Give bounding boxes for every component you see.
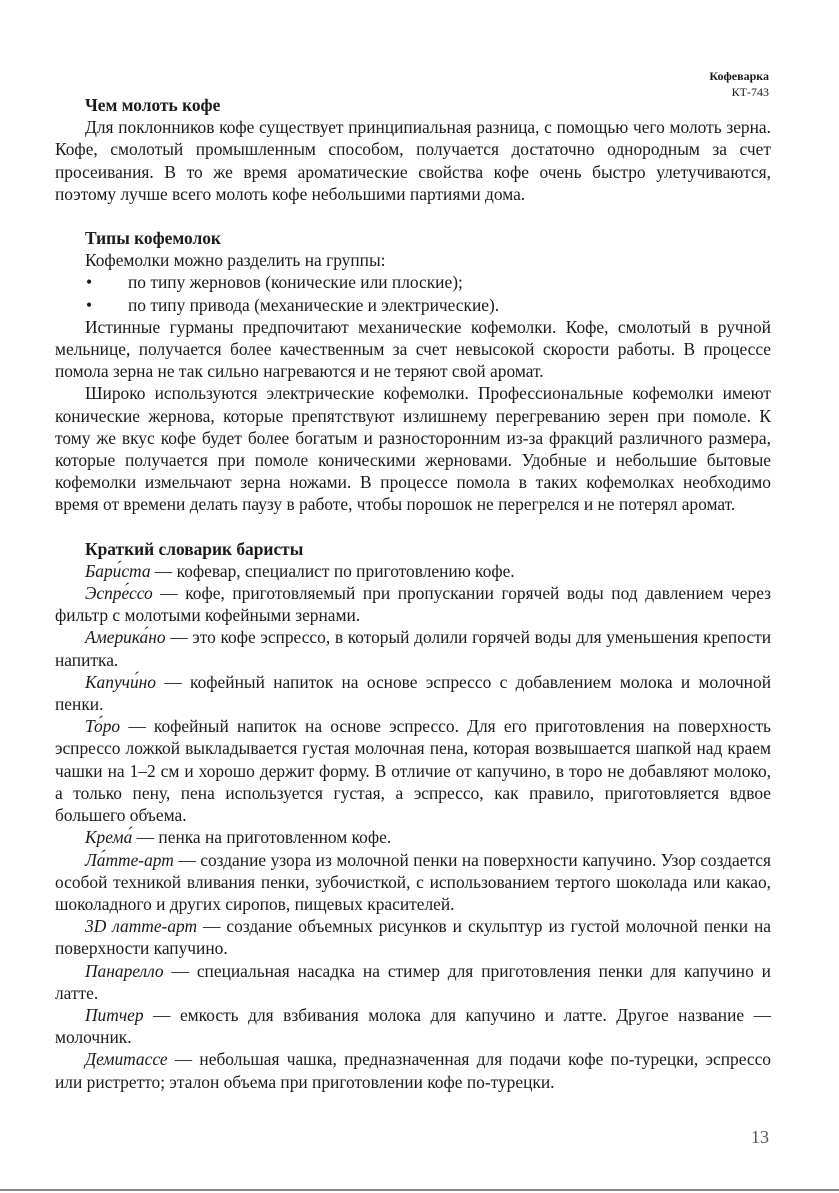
glossary-definition: — кофевар, специалист по приготовлению кофе.: [150, 560, 515, 581]
glossary-term: Демитассе: [85, 1049, 168, 1070]
glossary-entry: [55, 715, 771, 826]
glossary-term: Питчер: [85, 1004, 144, 1025]
page-content: [55, 94, 771, 1093]
glossary-term: То́ро: [85, 716, 121, 737]
glossary-entry: [55, 849, 771, 916]
section-title-grinder-types: Типы кофемолок: [85, 228, 221, 249]
header-brand: Кофеварка: [709, 69, 769, 83]
glossary-definition: — кофейный напиток на основе эспрессо с добавлением молока и молочной пенки.: [55, 671, 771, 715]
glossary-definition: — кофе, приготовляемый при пропускании горячей воды под давлением через фильтр с молотыми кофейными зернами.: [55, 583, 771, 626]
glossary-entry: [55, 671, 771, 715]
section-title-grinding: Чем молоть кофе: [85, 95, 221, 115]
glossary-definition: — пенка на приготовленном кофе.: [132, 827, 392, 848]
glossary-term: Панарелло: [85, 960, 164, 981]
glossary-term: Бари́ста: [85, 560, 151, 581]
glossary-definition: — создание объемных рисунков и скульптур из густой молочной пенки на поверхности капучино.: [55, 916, 771, 959]
glossary-definition: — небольшая чашка, предназначенная для подачи кофе по-турецки, эспрессо или ристретто; эталон объема при приготовлении кофе по-турецки.: [55, 1049, 771, 1092]
grinder-types-list: [55, 271, 771, 315]
glossary-entry: [55, 560, 771, 582]
paragraph-grinding: Для поклонников кофе существует принципиальная разница, с помощью чего молоть зерна. Кофе, смолотый промышленным способом, получается достаточно однородным за счет просеивания. В то же время ароматические свойства кофе очень быстро улетучиваются, поэтому лучше всего молоть кофе небольшими партиями дома.: [55, 117, 771, 204]
glossary-entry: [55, 960, 771, 1004]
glossary-term: Капучи́но: [85, 671, 156, 692]
glossary-definition: — специальная насадка на стимер для приготовления пенки для капучино и латте.: [55, 960, 771, 1003]
header-model: КТ-743: [731, 85, 769, 99]
glossary-entry: [55, 826, 771, 848]
section-title-glossary: Краткий словарик баристы: [85, 538, 304, 559]
glossary-entry: [55, 915, 771, 959]
list-item: • по типу жерновов (конические или плоские);: [55, 271, 771, 293]
glossary-term: 3D латте-арт: [85, 916, 198, 937]
glossary-definition: — емкость для взбивания молока для капучино и латте. Другое название — молочник.: [55, 1004, 771, 1048]
glossary-definition: — это кофе эспрессо, в который долили горячей воды для уменьшения крепости напитка.: [55, 627, 771, 670]
glossary-term: Крема́: [85, 827, 133, 848]
glossary-entry: [55, 626, 771, 670]
paragraph-electric-grinders: Широко используются электрические кофемолки. Профессиональные кофемолки имеют конические жернова, которые препятствуют излишнему перегреванию зерен при помоле. К тому же вкус кофе будет более богатым и разносторонним из-за фракций различного размера, которые получается при помоле коническими жерновами. Удобные и небольшие бытовые кофемолки измельчают зерна ножами. В процессе помола в таких кофемолках необходимо время от времени делать паузу в работе, чтобы порошок не перегрелся и не потерял аромат.: [55, 383, 771, 515]
paragraph-manual-grinders: Истинные гурманы предпочитают механические кофемолки. Кофе, смолотый в ручной мельнице, получается более качественным за счет невысокой скорости работы. В процессе помола зерна не так сильно нагреваются и не теряют свой аромат.: [55, 316, 771, 382]
glossary-definition: — создание узора из молочной пенки на поверхности капучино. Узор создается особой техникой вливания пенки, зубочисткой, с использованием тертого шоколада или какао, шоколадного и других сиропов, пищевых красителей.: [55, 849, 771, 914]
glossary-entry: [55, 1048, 771, 1092]
glossary-term: Эспре́ссо: [85, 583, 153, 604]
glossary-definition: — кофейный напиток на основе эспрессо. Для его приготовления на поверхность эспрессо ложкой выкладывается густая молочная пена, которая возвышается шапкой над краем чашки на 1–2 см и хорошо держит форму. В отличие от капучино, в торо не добавляют молоко, а только пену, пена используется густая, а эспрессо, как правило, приготовляется вдвое большего объема.: [55, 716, 771, 826]
glossary-entry: [55, 582, 771, 626]
page-bottom-border: [0, 1189, 839, 1191]
glossary-term: Ла́тте-арт: [85, 849, 174, 870]
paragraph-grinder-intro: Кофемолки можно разделить на группы:: [85, 250, 386, 271]
glossary-entry: [55, 1004, 771, 1048]
page-number: 13: [751, 1127, 769, 1147]
glossary-list: [55, 560, 771, 1093]
glossary-term: Америка́но: [85, 627, 166, 648]
list-item: • по типу привода (механические и электрические).: [55, 294, 771, 316]
